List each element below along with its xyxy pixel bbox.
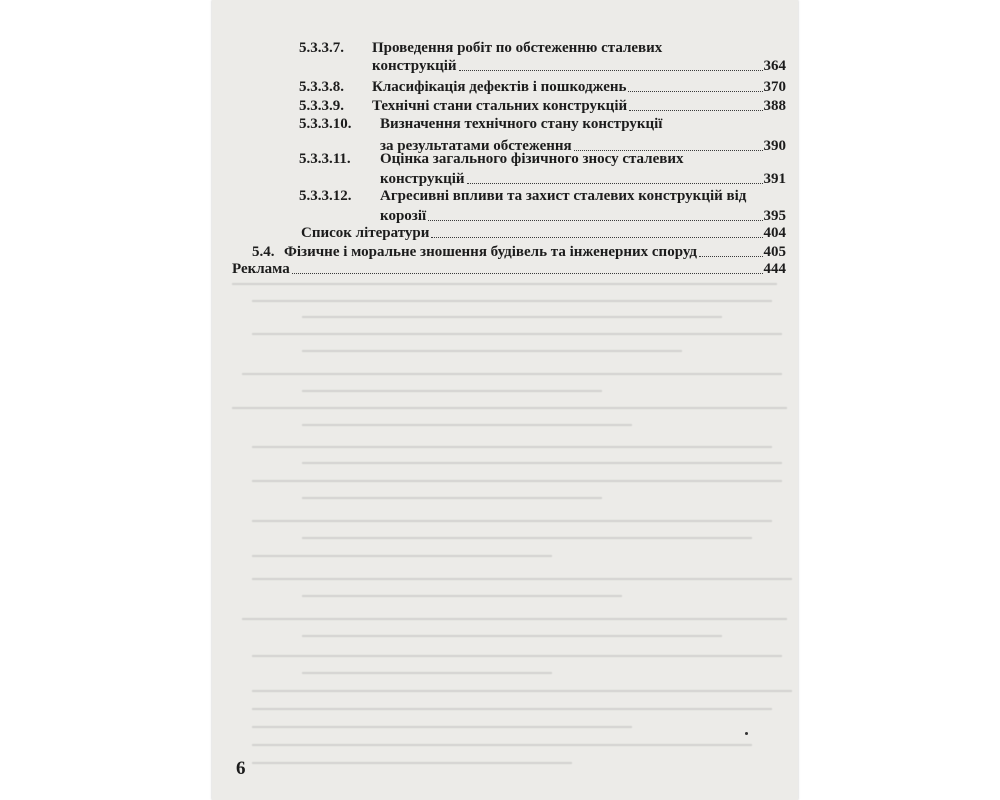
dot-leader <box>292 273 763 274</box>
toc-entry-page: 370 <box>763 79 786 95</box>
dot-leader <box>629 110 762 111</box>
toc-entry <box>299 187 786 225</box>
dot-leader <box>467 183 763 184</box>
toc-entry-title: Список літератури <box>301 225 430 241</box>
page-number: 6 <box>236 758 246 779</box>
toc-entry-page: 364 <box>763 58 786 74</box>
dot-leader <box>431 237 762 238</box>
toc-entry-title: за результатами обстеження <box>380 138 572 154</box>
dot-leader <box>459 70 763 71</box>
toc-entry-title: Реклама <box>232 261 290 277</box>
dot-leader <box>699 256 763 257</box>
toc-entry-title: корозії <box>380 208 427 224</box>
toc-entry-title: Оцінка загального фізичного зносу сталевих <box>380 151 684 167</box>
dot-leader <box>628 91 762 92</box>
dot-leader <box>428 220 762 221</box>
toc-entry-number: 5.3.3.10. <box>299 116 352 132</box>
book-page <box>212 0 798 800</box>
toc-entry-title: конструкцій <box>372 58 457 74</box>
toc-entry-page: 405 <box>763 244 786 260</box>
toc-entry-page: 395 <box>763 208 786 224</box>
toc-entry-page: 404 <box>763 225 786 241</box>
toc-entry <box>299 78 786 96</box>
toc-entry-title: Фізичне і моральне зношення будівель та інженерних споруд <box>284 244 697 260</box>
toc-entry-title: Агресивні впливи та захист сталевих конструкцій від <box>380 188 747 204</box>
toc-entry-page: 444 <box>763 261 786 277</box>
toc-entry-page: 390 <box>763 138 786 154</box>
toc-entry <box>301 224 786 242</box>
toc-entry-number: 5.3.3.9. <box>299 98 344 114</box>
toc-entry <box>299 150 786 188</box>
toc-entry <box>252 243 786 261</box>
toc-entry-number: 5.4. <box>252 244 275 260</box>
ink-speck <box>745 732 748 735</box>
toc-entry <box>299 115 786 155</box>
toc-entry <box>299 97 786 115</box>
toc-entry-page: 388 <box>763 98 786 114</box>
toc-entry-title: Визначення технічного стану конструкції <box>380 116 663 132</box>
toc-entry-number: 5.3.3.11. <box>299 151 351 167</box>
toc-entry <box>232 260 786 278</box>
toc-entry-title: конструкцій <box>380 171 465 187</box>
toc-entry-page: 391 <box>763 171 786 187</box>
toc-entry-title: Проведення робіт по обстеженню сталевих <box>372 40 663 56</box>
toc-entry <box>299 39 786 75</box>
toc-entry-number: 5.3.3.12. <box>299 188 352 204</box>
toc-entry-number: 5.3.3.7. <box>299 40 344 56</box>
toc-entry-title: Класифікація дефектів і пошкоджень <box>372 79 627 95</box>
table-of-contents <box>212 0 798 800</box>
toc-entry-number: 5.3.3.8. <box>299 79 344 95</box>
toc-entry-title: Технічні стани стальних конструкцій <box>372 98 628 114</box>
